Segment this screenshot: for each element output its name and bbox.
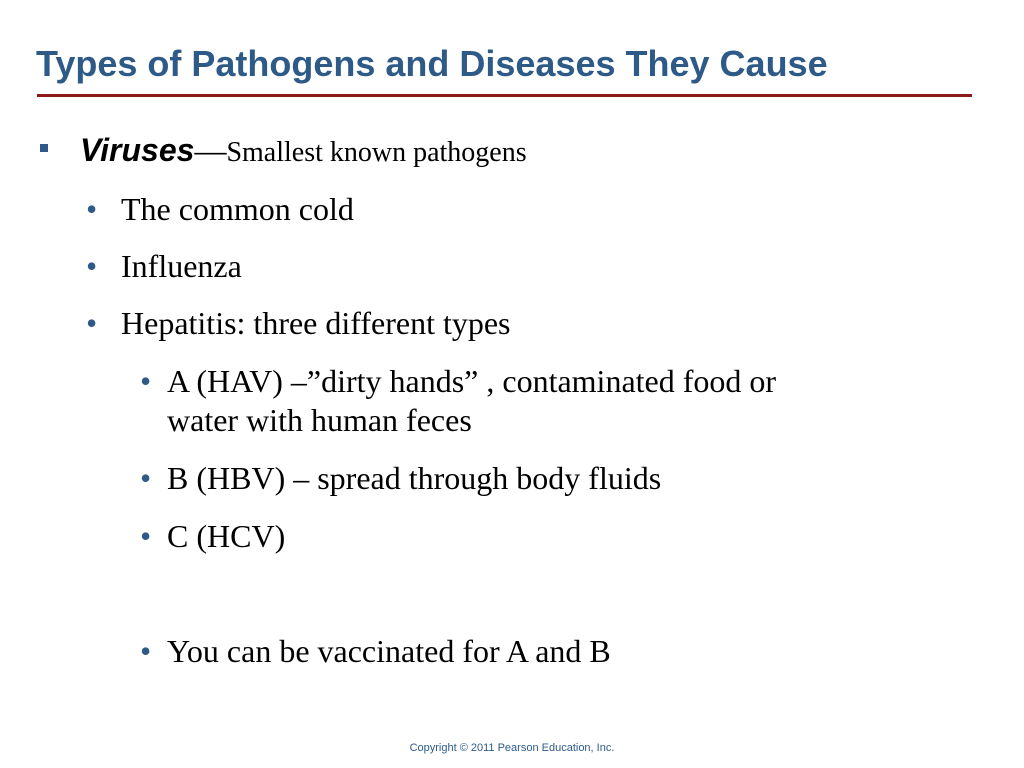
sub-item-text-line1: A (HAV) –”dirty hands” , contaminated food or xyxy=(167,363,777,399)
bullet-dot-icon: • xyxy=(86,248,98,284)
title-underline xyxy=(37,94,972,97)
list-item-text: Hepatitis: three different types xyxy=(121,305,511,341)
slide-title: Types of Pathogens and Diseases They Cause xyxy=(36,43,828,84)
list-item-text: Influenza xyxy=(121,248,242,284)
bullet-dot-icon: • xyxy=(86,305,98,341)
copyright-footer: Copyright © 2011 Pearson Education, Inc. xyxy=(409,742,615,754)
bullet-dot-icon: • xyxy=(140,363,152,399)
list-item-text: The common cold xyxy=(121,191,354,227)
main-bullet-text xyxy=(80,132,527,169)
square-bullet-icon xyxy=(40,144,48,152)
sub-item-text: You can be vaccinated for A and B xyxy=(167,633,611,669)
bullet-dot-icon: • xyxy=(140,633,152,669)
sub-item-text-line2: water with human feces xyxy=(167,402,472,438)
bullet-dot-icon: • xyxy=(140,518,152,554)
bullet-dot-icon: • xyxy=(86,191,98,227)
sub-item-text: B (HBV) – spread through body fluids xyxy=(167,460,662,496)
bullet-dot-icon: • xyxy=(140,460,152,496)
em-dash: — xyxy=(194,132,227,168)
term-description: Smallest known pathogens xyxy=(226,137,527,168)
sub-item-text: C (HCV) xyxy=(167,518,286,554)
term-viruses: Viruses xyxy=(80,132,195,168)
